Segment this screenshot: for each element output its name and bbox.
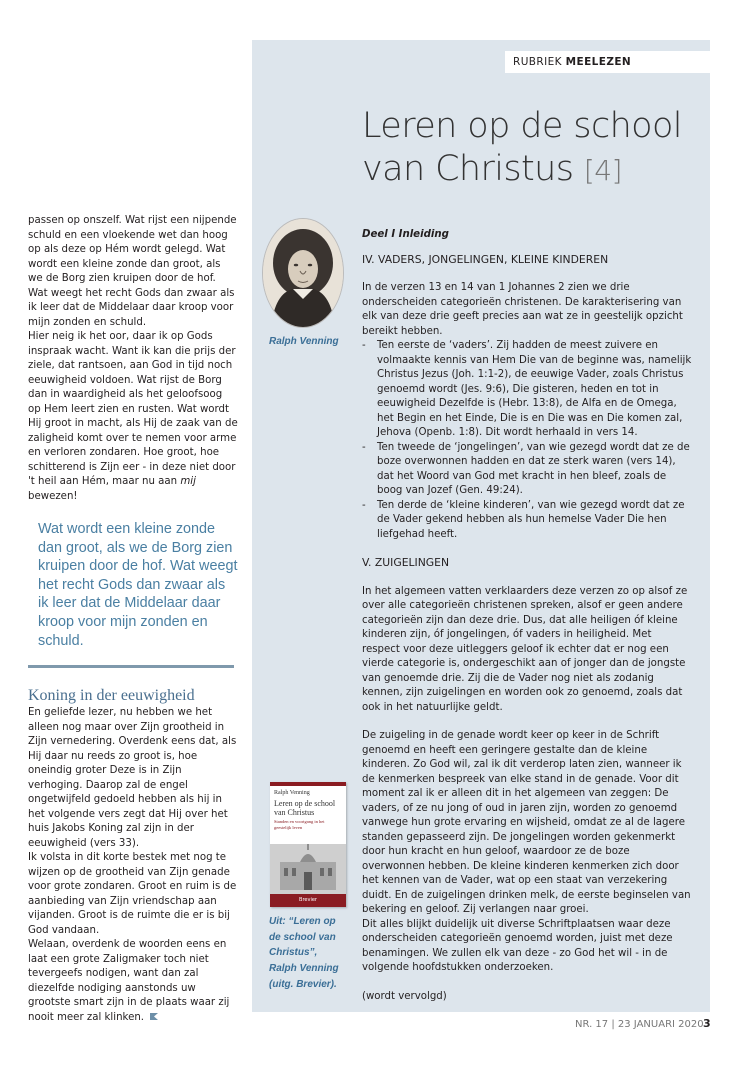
main-paragraph-3: Dit alles blijkt duidelijk uit diverse Schriftplaatsen waar deze onderscheiden categorieën genoemd worden, juist met deze benamingen. We zullen elk van deze - zo God het wil - in de volgende hoofdstukken onderzoeken. (362, 918, 673, 973)
page-number: 3 (703, 1017, 711, 1030)
footer-issue (575, 1019, 704, 1030)
footer-separator: | (611, 1019, 615, 1030)
book-building-icon (270, 844, 346, 894)
deel-heading: Deel I Inleiding (362, 229, 449, 240)
main-paragraph-2: De zuigeling in de genade wordt keer op keer in de Schrift genoemd en heeft een geringere gestalte dan de kleine kinderen. Zo God wil, zal ik dit verderop laten zien, wanneer ik de kenmerken bespreek van elke stand in de genade. Voor dit moment zal ik er alleen dit in het algemeen van zeggen: De vaders, of ze nu jong of oud in jaren zijn, worden zo genoemd vanwege hun grote ervaring en wijsheid, omdat ze al de lagere standen gepasseerd zijn. De jongelingen worden gekenmerkt door hun kracht en hun geloof, waardoor ze de boze overwonnen hebben. De kleine kinderen kenmerken zich door het kennen van de Vader, wat op een staat van verzekering duidt. En de zuigelingen drinken melk, de eerste beginselen van bekering en geloof. Zij verlangen naar groei. (362, 730, 691, 915)
wordt-vervolgd: (wordt vervolgd) (362, 990, 447, 1002)
book-caption-line: Ralph Venning (269, 963, 339, 975)
left-column-text (28, 214, 238, 504)
koning-heading: Koning in der eeuwigheid (28, 687, 195, 704)
title-line-2 (362, 148, 702, 192)
book-caption (269, 914, 339, 993)
emphasis-word: mij (180, 476, 196, 487)
portrait-engraving-icon (263, 219, 343, 327)
list-item (362, 499, 692, 543)
list-dash: - (362, 499, 366, 511)
book-caption-line: (uitg. Brevier). (269, 978, 337, 990)
book-caption-line: de school van (269, 931, 336, 943)
list-item (362, 339, 692, 441)
book-subtitle: Standen en voortgang in het geestelijk leven (274, 819, 325, 830)
end-mark-icon (150, 1012, 159, 1021)
koning-paragraph-3-text: Welaan, overdenk de woorden eens en laat een grote Zaligmaker toch niet tevergeefs nodigen, want dan zal diezelfde nodiging aanstonds uw grootste smart zijn in de plaats waar zij nooit meer zal klinken. (28, 939, 230, 1023)
rubriek-word: RUBRIEK (513, 56, 562, 68)
title-line-2-text: van Christus (362, 149, 574, 189)
intro-paragraph: In de verzen 13 en 14 van 1 Johannes 2 zien we drie onderscheiden categorieën christenen. De karakterisering van elk van deze drie geeft precies aan wat ze in geestelijk opzicht bereikt hebben. (362, 282, 683, 337)
section-4-heading: IV. VADERS, JONGELINGEN, KLEINE KINDEREN (362, 252, 609, 266)
left-paragraph-2-text: Hier neig ik het oor, daar ik op Gods inspraak wacht. Want ik kan die prijs der ziele, dat rantsoen, aan God in tijd noch eeuwigheid voldoen. Wat rijst de Borg dan in waardigheid als het geloofsoog op Hem leert zien en rusten. Wat wordt Hij groot in macht, als Hij de zaak van de zaligheid komt over te nemen voor arme en verloren zondaren. Hoe groot, hoe schitterend is Zijn eer - in deze niet door 't heil aan Hém, maar nu aan (28, 331, 238, 487)
article-title (362, 105, 702, 192)
koning-text (28, 706, 238, 1025)
list-item-text: Ten eerste de ‘vaders’. Zij hadden de meest zuivere en volmaakte kennis van Hem Die van de beginne was, namelijk Christus Jezus (Joh. 1:1-2), de eeuwige Vader, zoals Christus genoemd wordt (Jes. 9:6), Die gisteren, heden en tot in eeuwigheid Dezelfde is (Hebr. 13:8), de Alfa en de Omega, het Begin en het Einde, Die is en Die was en Die komen zal, Jehova (Openb. 1:8). Dit wordt herhaald in vers 14. (377, 340, 692, 438)
issue-date: 23 JANUARI 2020 (617, 1019, 704, 1030)
series-number: [4] (583, 154, 622, 187)
pull-quote-rule (28, 665, 234, 668)
main-column (362, 228, 692, 1004)
issue-number: NR. 17 (575, 1019, 609, 1030)
portrait-caption: Ralph Venning (269, 336, 339, 347)
book-caption-line: Uit: “Leren op (269, 916, 336, 927)
main-paragraph-1: In het algemeen vatten verklaarders deze verzen zo op alsof ze over alle categorieën christenen spreken, alsof er geen andere categorieën zijn dan deze drie. Dus, dat alle heiligen óf kleine kinderen zijn, óf jongelingen, óf vaders in heiligheid. Met respect voor deze uitleggers geloof ik echter dat er nog een vierde categorie is, ondergeschikt aan of jonger dan de jongste van genoemde drie. Zij die de Vader nog niet als zodanig kennen, zijn zuigelingen en worden ook zo genoemd, zoals dat ook in het natuurlijke geldt. (362, 585, 688, 713)
book-publisher: Brevier (270, 894, 346, 907)
book-title-line-2: van Christus (274, 808, 315, 817)
list-item-text: Ten derde de ‘kleine kinderen’, van wie gezegd wordt dat ze de Vader gekend hebben als hun hemelse Vader Die hen liefgehad heeft. (377, 499, 685, 540)
book-caption-line: Christus”, (269, 947, 318, 959)
ralph-venning-portrait (262, 218, 344, 328)
list-dash: - (362, 441, 366, 453)
list-item (362, 441, 692, 499)
koning-paragraph-1: En geliefde lezer, nu hebben we het alleen nog maar over Zijn grootheid in Zijn vernedering. Overdenk eens dat, als Hij daar nu reeds zo groot is, hoe oneindig groter Deze is in Zijn verhoging. Daarop zal de engel ongetwijfeld gedoeld hebben als hij in het volgende vers zegt dat Hij over het huis Jakobs Koning zal zijn in der eeuwigheid (vers 33). (28, 707, 237, 849)
title-line-1: Leren op de school (362, 106, 682, 146)
koning-paragraph-3 (28, 938, 238, 1025)
pull-quote: Wat wordt een kleine zonde dan groot, als we de Borg zien kruipen door de hof. Wat weegt het recht Gods dan zwaar als ik leer dat de Middelaar daar kroop voor mijn zonden en schuld. (38, 521, 238, 649)
book-title-line-1: Leren op de school (274, 799, 336, 808)
left-paragraph-1: passen op onszelf. Wat rijst een nijpende schuld en een vloekende wet dan hoog op als deze op Hém wordt gelegd. Wat wordt een kleine zonde dan groot, als we de Borg zien kruipen door de hof. Wat weegt het recht Gods dan zwaar als ik leer dat de Middelaar daar kroop voor mijn zonden en schuld. (28, 215, 237, 328)
koning-paragraph-2: Ik volsta in dit korte bestek met nog te wijzen op de grootheid van Zijn genade voor grote zondaren. Groot en ruim is de aanbieding van Zijn vriendschap aan vijanden. Groot is de ruimte die er is bij God vandaan. (28, 852, 237, 936)
left-paragraph-2 (28, 330, 238, 504)
book-author: Ralph Venning (274, 790, 310, 796)
left-paragraph-2-end: bewezen! (28, 490, 78, 502)
book-cover (270, 782, 346, 907)
list-dash: - (362, 340, 366, 351)
section-name: MEELEZEN (565, 56, 632, 68)
rubriek-label (505, 51, 710, 73)
list-item-text: Ten tweede de ‘jongelingen’, van wie gezegd wordt dat ze de boze overwonnen hadden en dat ze sterk waren (vers 14), dat het Woord van God met kracht in hen bleef, zoals de boog van Jozef (Gen. 49:24). (377, 441, 690, 496)
section-5-heading: V. ZUIGELINGEN (362, 556, 450, 569)
